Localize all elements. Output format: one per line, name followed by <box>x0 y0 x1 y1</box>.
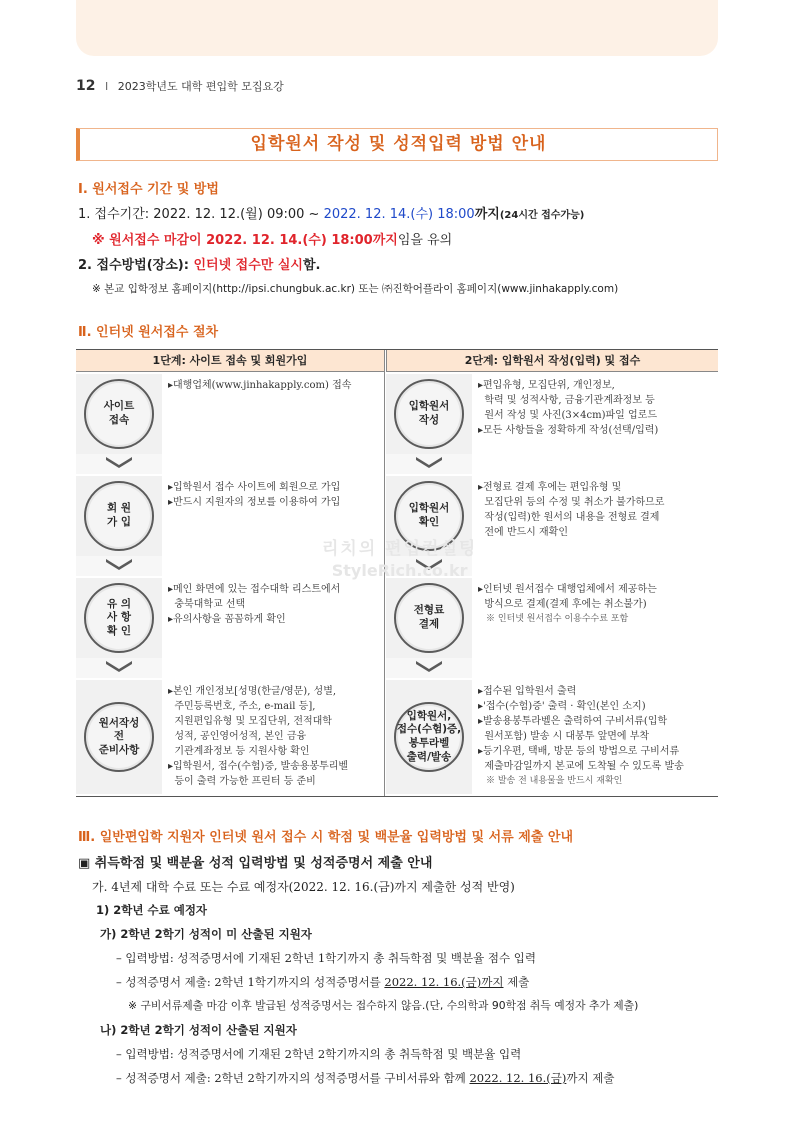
homepage-note: ※ 본교 입학정보 홈페이지(http://ipsi.chungbuk.ac.kr) 또는 ㈜진학어플라이 홈페이지(www.jinhakapply.com) <box>92 283 619 295</box>
dash-3: – 입력방법: 성적증명서에 기재된 2학년 2학기까지의 총 취득학점 및 백분율 입력 <box>116 1047 522 1061</box>
item-1: 1) 2학년 수료 예정자 <box>96 903 208 917</box>
step-circle: 전형료 결제 <box>394 583 464 653</box>
step-text: ▸인터넷 원서접수 대행업체에서 제공하는 방식으로 결제(결제 후에는 취소불가) <box>478 584 657 610</box>
item-na: 나) 2학년 2학기 성적이 산출된 지원자 <box>100 1023 297 1037</box>
chevron-down-icon <box>105 558 133 570</box>
item-ga2: 가) 2학년 2학기 성적이 미 산출된 지원자 <box>100 927 312 941</box>
step-text: ▸본인 개인정보[성명(한글/영문), 성별, 주민등록번호, 주소, e-mail 등], 지원편입유형 및 모집단위, 전적대학 성적, 공인영어성적, 본인 금융 기관계좌정보 등 지원사항 확인 ▸입학원서, 접수(수험)증, 발송용봉투리벨 등이 출력 가능한 프린터 등 준비 <box>168 686 349 787</box>
note-3: ※ 구비서류제출 마감 이후 발급된 성적증명서는 접수하지 않음.(단, 수의학과 90학점 취득 예정자 추가 제출) <box>128 999 639 1012</box>
step-text: ▸접수된 입학원서 출력 ▸'접수(수험)증' 출력 · 확인(본인 소지) ▸발송용봉투라벨은 출력하여 구비서류(입학 원서포함) 발송 시 대봉투 앞면에 부착 ▸등기우편, 택배, 방문 등의 방법으로 구비서류 제출마감일까지 본교에 도착될 수 있도록 발송 <box>478 686 684 772</box>
dash-1: – 입력방법: 성적증명서에 기재된 2학년 1학기까지 총 취득학점 및 백분율 점수 입력 <box>116 951 536 965</box>
dash-2: – 성적증명서 제출: 2학년 1학기까지의 성적증명서를 2022. 12. 16.(금)까지 제출 <box>116 975 530 989</box>
step-circle: 입학원서, 접수(수험)증, 봉투라벨 출력/발송 <box>394 702 464 772</box>
step-description <box>478 378 714 438</box>
chevron-down-icon <box>415 456 443 468</box>
section1-warning: ※ 원서접수 마감이 2022. 12. 14.(수) 18:00까지임을 유의 <box>92 233 453 248</box>
section3-subheading: ▣ 취득학점 및 백분율 성적 입력방법 및 성적증명서 제출 안내 <box>78 856 433 871</box>
step-description <box>168 582 378 627</box>
step-description <box>478 684 714 789</box>
stage1-header: 1단계: 사이트 접속 및 회원가입 <box>76 350 384 372</box>
step-text: ▸편입유형, 모집단위, 개인정보, 학력 및 성적사항, 금융기관계좌정보 등 원서 작성 및 사진(3×4cm)파일 업로드 ▸모든 사항들을 정확하게 작성(선택/입력) <box>478 380 659 436</box>
step-description <box>478 480 714 540</box>
step-circle: 회 원 가 입 <box>84 481 154 551</box>
chevron-down-icon <box>415 660 443 672</box>
step-text: ▸전형료 결제 후에는 편입유형 및 모집단위 등의 수정 및 취소가 불가하므로 작성(입력)한 원서의 내용을 전형료 결제 전에 반드시 재확인 <box>478 482 665 538</box>
section1-item1: 1. 접수기간: 2022. 12. 12.(월) 09:00 ~ 2022. 12. 14.(수) 18:00까지(24시간 접수가능) <box>78 207 585 222</box>
section2-heading: Ⅱ. 인터넷 원서접수 절차 <box>78 325 219 340</box>
item-ga: 가. 4년제 대학 수료 또는 수료 예정자(2022. 12. 16.(금)까지 제출한 성적 반영) <box>92 880 515 894</box>
section3-heading: Ⅲ. 일반편입학 지원자 인터넷 원서 접수 시 학점 및 백분율 입력방법 및 서류 제출 안내 <box>78 830 574 845</box>
step-note: ※ 발송 전 내용물을 반드시 재확인 <box>486 776 623 786</box>
step-description <box>478 582 714 627</box>
step-circle: 입학원서 작성 <box>394 379 464 449</box>
step-text: ▸메인 화면에 있는 접수대학 리스트에서 충북대학교 선택 ▸유의사항을 꼼꼼하게 확인 <box>168 584 341 625</box>
section1-heading: Ⅰ. 원서접수 기간 및 방법 <box>78 182 219 197</box>
step-description <box>168 684 378 789</box>
chevron-down-icon <box>105 456 133 468</box>
step-description <box>168 480 378 510</box>
step-circle: 사이트 접속 <box>84 379 154 449</box>
step-circle: 유 의 사 항 확 인 <box>84 583 154 653</box>
deadline-text: 2022. 12. 14.(수) 18:00 <box>323 207 475 222</box>
step-circle: 입학원서 확인 <box>394 481 464 551</box>
dash-4: – 성적증명서 제출: 2학년 2학기까지의 성적증명서를 구비서류와 함께 2022. 12. 16.(금)까지 제출 <box>116 1071 615 1085</box>
watermark: 리치의 편입컨설팅 StyleRich.co.kr <box>322 539 478 580</box>
step-description <box>168 378 378 393</box>
chevron-down-icon <box>105 660 133 672</box>
page-header <box>76 78 284 94</box>
page-number: 12 <box>76 78 96 94</box>
main-title: 입학원서 작성 및 성적입력 방법 안내 <box>76 128 718 161</box>
header-separator: I <box>104 80 109 93</box>
doc-title: 2023학년도 대학 편입학 모집요강 <box>117 80 284 93</box>
stage2-header: 2단계: 입학원서 작성(입력) 및 접수 <box>386 350 718 372</box>
step-text: ▸입학원서 접수 사이트에 회원으로 가입 ▸반드시 지원자의 정보를 이용하여 가입 <box>168 482 341 508</box>
step-text: ▸대행업체(www.jinhakapply.com) 접속 <box>168 380 352 391</box>
step-circle: 원서작성 전 준비사항 <box>84 702 154 772</box>
top-tab-decoration <box>76 0 718 56</box>
section1-item2: 2. 접수방법(장소): 인터넷 접수만 실시함. <box>78 258 321 273</box>
step-note: ※ 인터넷 원서접수 이용수수료 포함 <box>486 614 629 624</box>
